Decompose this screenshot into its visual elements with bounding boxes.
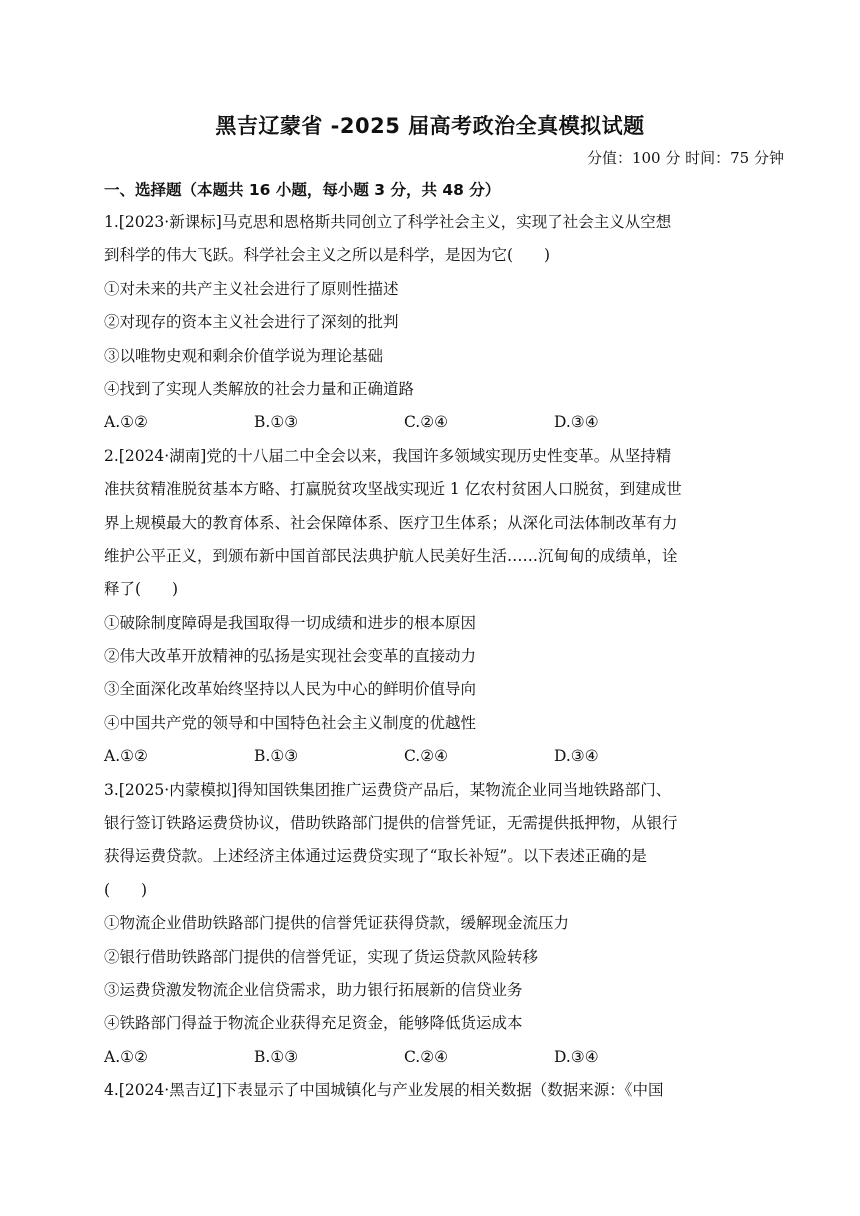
question-stem-line: ( ): [104, 880, 148, 899]
answer-options: [104, 406, 764, 439]
answer-options: [104, 740, 764, 773]
option-d: D.③④: [554, 413, 599, 432]
question-stem-line: 1.[2023·新课标]马克思和恩格斯共同创立了科学社会主义，实现了社会主义从空想: [104, 213, 672, 231]
option-a: A.①②: [104, 413, 148, 432]
question-stem-line: 4.[2024·黑吉辽]下表显示了中国城镇化与产业发展的相关数据（数据来源：《中国: [104, 1081, 664, 1100]
statement: ②银行借助铁路部门提供的信誉凭证，实现了货运贷款风险转移: [104, 947, 539, 966]
question-stem-line: 3.[2025·内蒙模拟]得知国铁集团推广运费贷产品后，某物流企业同当地铁路部门、: [104, 780, 672, 799]
option-d: D.③④: [554, 1047, 599, 1066]
option-b: B.①③: [254, 413, 299, 432]
question-2: [104, 440, 764, 774]
statement: ①对未来的共产主义社会进行了原则性描述: [104, 279, 399, 298]
question-stem-line: 到科学的伟大飞跃。科学社会主义之所以是科学，是因为它( ): [104, 246, 551, 265]
section-heading: 一、选择题（本题共 16 小题，每小题 3 分，共 48 分）: [104, 181, 501, 199]
statement: ②伟大改革开放精神的弘扬是实现社会变革的直接动力: [104, 647, 477, 666]
question-stem-line: 维护公平正义，到颁布新中国首部民法典护航人民美好生活……沉甸甸的成绩单，诠: [104, 546, 678, 565]
question-1: [104, 206, 764, 440]
statement: ③全面深化改革始终坚持以人民为中心的鲜明价值导向: [104, 680, 477, 699]
answer-options: [104, 1041, 764, 1074]
option-c: C.②④: [404, 413, 449, 432]
question-stem-line: 银行签订铁路运费贷协议，借助铁路部门提供的信誉凭证，无需提供抵押物，从银行: [104, 814, 678, 833]
option-c: C.②④: [404, 1047, 449, 1066]
statement: ①物流企业借助铁路部门提供的信誉凭证获得贷款，缓解现金流压力: [104, 914, 570, 933]
question-stem-line: 界上规模最大的教育体系、社会保障体系、医疗卫生体系；从深化司法体制改革有力: [104, 513, 678, 532]
statement: ③以唯物史观和剩余价值学说为理论基础: [104, 346, 384, 365]
question-stem-line: 准扶贫精准脱贫基本方略、打赢脱贫攻坚战实现近 1 亿农村贫困人口脱贫，到建成世: [104, 480, 682, 499]
option-d: D.③④: [554, 747, 599, 766]
option-b: B.①③: [254, 747, 299, 766]
option-b: B.①③: [254, 1047, 299, 1066]
question-list: [104, 206, 764, 1108]
statement: ①破除制度障碍是我国取得一切成绩和进步的根本原因: [104, 613, 477, 632]
statement: ④找到了实现人类解放的社会力量和正确道路: [104, 379, 415, 398]
question-4: [104, 1074, 764, 1107]
option-c: C.②④: [404, 747, 449, 766]
statement: ②对现存的资本主义社会进行了深刻的批判: [104, 313, 399, 332]
statement: ③运费贷激发物流企业信贷需求，助力银行拓展新的信贷业务: [104, 980, 523, 999]
question-stem-line: 获得运费贷款。上述经济主体通过运费贷实现了“取长补短”。以下表述正确的是: [104, 847, 647, 866]
statement: ④铁路部门得益于物流企业获得充足资金，能够降低货运成本: [104, 1014, 523, 1033]
question-3: [104, 774, 764, 1075]
question-stem-line: 释了( ): [104, 580, 179, 599]
option-a: A.①②: [104, 747, 148, 766]
score-time-info: 分值：100 分 时间：75 分钟: [586, 149, 784, 167]
question-stem-line: 2.[2024·湖南]党的十八届二中全会以来，我国许多领域实现历史性变革。从坚持精: [104, 446, 672, 465]
statement: ④中国共产党的领导和中国特色社会主义制度的优越性: [104, 713, 477, 732]
option-a: A.①②: [104, 1047, 148, 1066]
page-title: 黑吉辽蒙省 -2025 届高考政治全真模拟试题: [215, 114, 645, 138]
